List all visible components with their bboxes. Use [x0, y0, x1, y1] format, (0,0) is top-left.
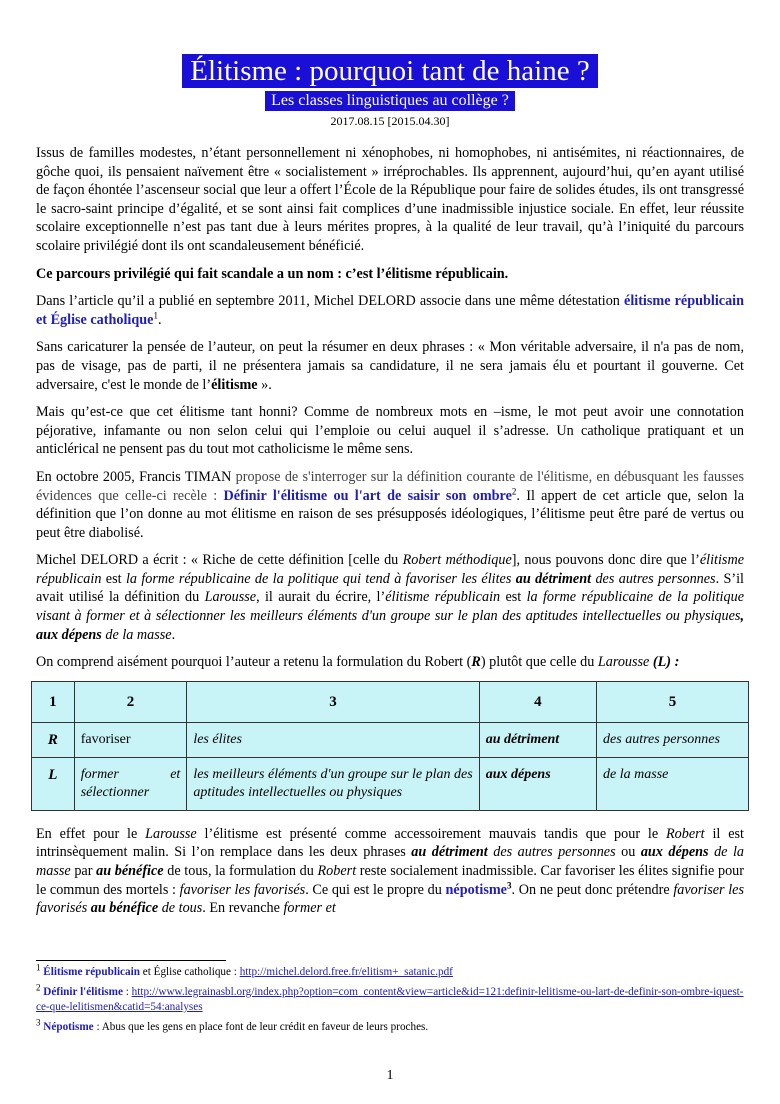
paragraph-1: Issus de familles modestes, n’étant personnellement ni xénophobes, ni homophobes, ni antisémites, ni réactionnaires, de gôche quoi, ils pensaient naïvement être « socialistement » irréprochables. Ils apprennent, aujourd’hui, qu’en ayant utilisé de façon éhontée l’ascenseur social que leur a offert l’École de la République pour faire de solides études, ils ont transgressé le sacro-saint principe d’égalité, et se sont ainsi fait complices d’une inadmissible injustice sociale. En effet, leur réussite scolaire exceptionnelle n’est pas tant due à leurs mérites propres, à la qualité de leur travail, qu’à l’iniquité du parcours scolaire privilégié dont ils ont scandaleusement bénéficié. [36, 145, 744, 254]
page-number: 1 [386, 1068, 394, 1083]
footnote-2-link[interactable]: http://www.legrainasbl.org/index.php?option=com_content&view=article&id=121:definir-lelitisme-ou-lart-de-definir-son-ombre-iquest-ce-que-lelitismen&catid=54:analyses [36, 986, 744, 1013]
table-header-cell: 5 [597, 681, 749, 722]
table-cell: de la masse [597, 757, 749, 810]
table-cell: former et sélectionner [74, 757, 187, 810]
date-line: 2017.08.15 [2015.04.30] [330, 114, 450, 128]
comparison-table [31, 681, 749, 811]
footnote-1: $^1$ Élitisme républicain et Église catholique : http://michel.delord.free.fr/elitism+_satanic.pdf [36, 962, 453, 978]
table-header-row [32, 681, 749, 722]
table-row [32, 757, 749, 810]
table-cell: au détriment [479, 722, 596, 757]
paragraph-5: Mais qu’est-ce que cet élitisme tant honni? Comme de nombreux mots en –isme, le mot peut avoir une connotation péjorative, infamante ou non selon celui qui l’emploie ou celui auquel il s’adresse. Un catholique pratiquant et un anticlérical ne pensent pas du tout mot catholicisme le même sens. [36, 404, 744, 458]
footnotes [36, 962, 744, 1040]
table-cell: aux dépens [479, 757, 596, 810]
article-body [36, 144, 744, 927]
footnote-ref-1[interactable]: 1 [153, 310, 158, 321]
link-nepotisme[interactable]: népotisme [445, 881, 507, 898]
paragraph-7: Michel DELORD a écrit : « Riche de cette définition [celle du Robert méthodique], nous pouvons donc dire que l’élitisme républicain est la forme républicaine de la politique qui tend à favoriser les élites au détriment des autres personnes. S’il avait utilisé la définition du Larousse, il aurait du écrire, l’élitisme républicain est la forme républicaine de la politique visant à former et à sélectionner les meilleurs éléments d'un groupe sur le plan des aptitudes intellectuelles ou physiques, aux dépens de la masse. [36, 552, 744, 643]
paragraph-2-lead: Ce parcours privilégié qui fait scandale a un nom : c’est l’élitisme républicain. [36, 265, 509, 282]
footnote-2: $^2$ Définir l'élitisme : http://www.legrainasbl.org/index.php?option=com_content&view=article&id=121:definir-lelitisme-ou-lart-de-definir-son-ombre-iquest-ce-que-lelitismen&catid=54:analyses [36, 982, 744, 1013]
page-title: Élitisme : pourquoi tant de haine ? [182, 54, 597, 88]
table-cell: favoriser [74, 722, 187, 757]
footnote-divider [36, 960, 226, 961]
paragraph-8: On comprend aisément pourquoi l’auteur a retenu la formulation du Robert (R) plutôt que celle du Larousse (L) : [36, 654, 680, 671]
page-subtitle: Les classes linguistiques au collège ? [265, 91, 515, 111]
link-elitisme-eglise[interactable]: élitisme républicain et Église catholique [36, 293, 744, 328]
table-header-cell: 2 [74, 681, 187, 722]
footnote-ref-3[interactable]: 3 [506, 879, 512, 890]
table-row [32, 722, 749, 757]
row-label-robert: R [32, 722, 75, 757]
table-header-cell: 4 [479, 681, 596, 722]
paragraph-9: En effet pour le Larousse l’élitisme est présenté comme accessoirement mauvais tandis que pour le Robert il est intrinsèquement malin. Si l’on remplace dans les deux phrases au détriment des autres personnes ou aux dépens de la masse par au bénéfice de tous, la formulation du Robert reste socialement inadmissible. Car favoriser les élites signifie pour le commun des mortels : favoriser les favorisés. Ce qui est le propre du népotisme$^3$. On ne peut donc prétendre favoriser les favorisés au bénéfice de tous. En revanche former et [36, 825, 745, 917]
footnote-1-link[interactable]: http://michel.delord.free.fr/elitism+_satanic.pdf [239, 966, 453, 978]
footnote-ref-2[interactable]: 2 [511, 485, 517, 496]
table-cell: les meilleurs éléments d'un groupe sur le plan des aptitudes intellectuelles ou physiques [187, 757, 479, 810]
link-definir-elitisme[interactable]: Définir l'élitisme ou l'art de saisir son ombre [223, 487, 512, 504]
table-header-cell: 1 [32, 681, 75, 722]
paragraph-3: Dans l’article qu’il a publié en septembre 2011, Michel DELORD associe dans une même détestation élitisme républicain et Église catholique$^1$. [36, 293, 744, 328]
paragraph-4: Sans caricaturer la pensée de l’auteur, on peut la résumer en deux phrases : « Mon véritable adversaire, il n'a pas de nom, pas de visage, pas de parti, il ne présentera jamais sa candidature, il ne sera jamais élu et pourtant il gouverne. Cet adversaire, c'est le monde de l’élitisme ». [36, 339, 744, 393]
paragraph-6: En octobre 2005, Francis TIMAN propose de s'interroger sur la définition courante de l'élitisme, en débusquant les fausses évidences que celle-ci recèle : Définir l'élitisme ou l'art de saisir son ombre$^2$. Il appert de cet article que, selon la définition que l’on donne au mot élitisme en raison de ses présupposés idéologiques, l’élitisme peut être paré de vertus ou peut être diabolisé. [36, 468, 745, 541]
row-label-larousse: L [32, 757, 75, 810]
footnote-3: $^3$ Népotisme : Abus que les gens en place font de leur crédit en faveur de leurs proches. [36, 1017, 429, 1033]
table-cell: les élites [187, 722, 479, 757]
table-header-cell: 3 [187, 681, 479, 722]
table-cell: des autres personnes [597, 722, 749, 757]
